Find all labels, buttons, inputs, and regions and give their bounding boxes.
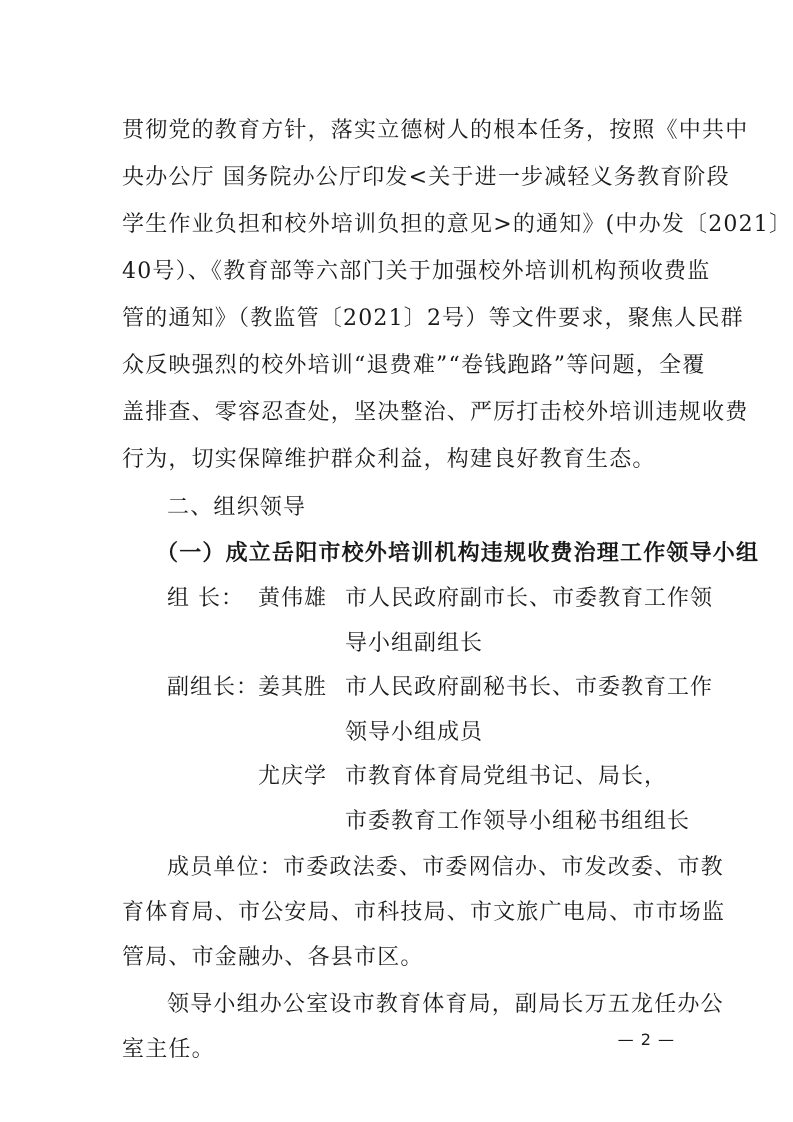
leader-title: 市委教育工作领导小组秘书组组长	[345, 809, 691, 834]
subsection-heading: （一）成立岳阳市校外培训机构违规收费治理工作领导小组	[156, 540, 760, 566]
leader-title: 市教育体育局党组书记、局长，	[345, 764, 668, 789]
paragraph-line: 众反映强烈的校外培训“退费难”“卷钱跑路”等问题，全覆	[122, 353, 706, 378]
paragraph-line: 学生作业负担和校外培训负担的意见>的通知》(中办发〔2021〕	[122, 212, 793, 237]
leader-title: 市人民政府副秘书长、市委教育工作	[345, 675, 714, 700]
paragraph-line: 管的通知》（教监管〔2021〕2号）等文件要求，聚焦人民群	[122, 306, 744, 331]
paragraph-line: 贯彻党的教育方针，落实立德树人的根本任务，按照《中共中	[122, 118, 749, 143]
leader-name: 姜其胜	[258, 675, 328, 700]
leader-name: 黄伟雄	[258, 586, 328, 611]
leader-role-label: 组 长：	[167, 586, 244, 611]
paragraph-line: 盖排查、零容忍查处，坚决整治、严厉打击校外培训违规收费	[122, 400, 749, 425]
office-line: 室主任。	[122, 1037, 215, 1062]
members-line: 育体育局、市公安局、市科技局、市文旅广电局、市市场监	[122, 900, 726, 925]
leader-name: 尤庆学	[258, 764, 328, 789]
office-line: 领导小组办公室设市教育体育局，副局长万五龙任办公	[167, 992, 724, 1017]
members-line: 管局、市金融办、各县市区。	[122, 945, 424, 970]
leader-title: 导小组副组长	[345, 631, 484, 656]
paragraph-line: 行为，切实保障维护群众利益，构建良好教育生态。	[122, 447, 656, 472]
page-number: — 2 —	[617, 1030, 675, 1049]
section-heading: 二、组织领导	[167, 495, 307, 520]
paragraph-line: 40号）、《教育部等六部门关于加强校外培训机构预收费监	[122, 259, 711, 284]
leader-role-label: 副组长：	[167, 675, 260, 700]
leader-title: 领导小组成员	[345, 720, 484, 745]
leader-title: 市人民政府副市长、市委教育工作领	[345, 586, 714, 611]
members-line: 成员单位：市委政法委、市委网信办、市发改委、市教	[167, 855, 724, 880]
paragraph-line: 央办公厅 国务院办公厅印发<关于进一步减轻义务教育阶段	[122, 165, 730, 190]
